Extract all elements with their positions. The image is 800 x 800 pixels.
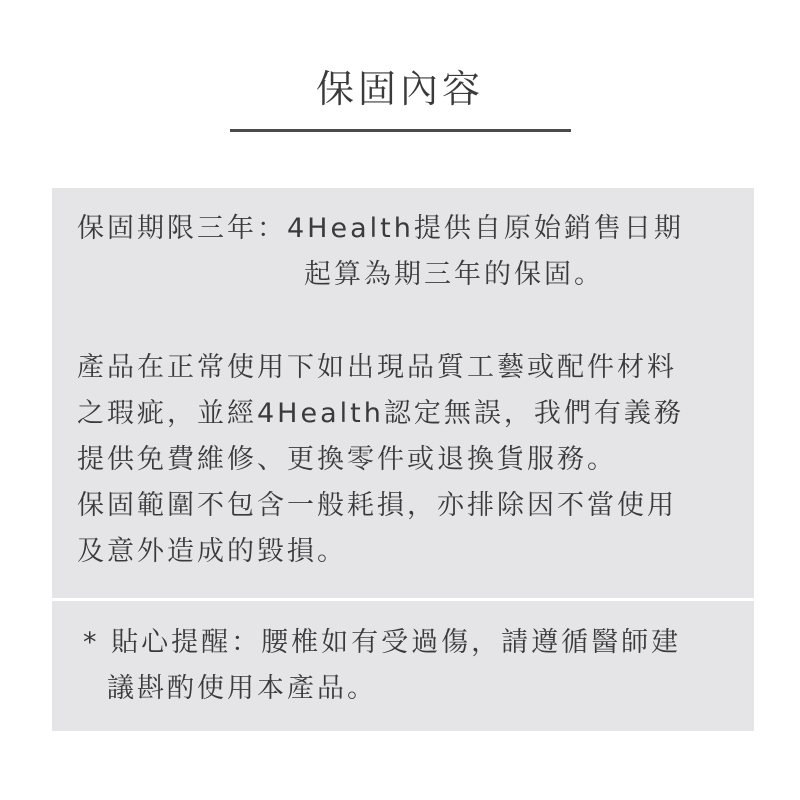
reminder-line-2: 議斟酌使用本產品。 <box>107 673 377 704</box>
page-title: 保固內容 <box>315 67 484 111</box>
warranty-period-line-1: 保固期限三年：4Health提供自原始銷售日期 <box>77 213 684 244</box>
coverage-line-3: 提供免費維修、更換零件或退換貨服務。 <box>77 444 617 475</box>
coverage-line-4: 保固範圍不包含一般耗損，亦排除因不當使用 <box>77 490 677 521</box>
warranty-period-line-2: 起算為期三年的保固。 <box>304 259 604 290</box>
reminder-line-1: * 貼心提醒：腰椎如有受過傷，請遵循醫師建 <box>83 627 682 658</box>
coverage-line-2: 之瑕疵，並經4Health認定無誤，我們有義務 <box>77 398 684 429</box>
title-underline <box>230 129 571 132</box>
coverage-line-1: 產品在正常使用下如出現品質工藝或配件材料 <box>77 352 677 383</box>
coverage-line-5: 及意外造成的毀損。 <box>77 536 347 567</box>
